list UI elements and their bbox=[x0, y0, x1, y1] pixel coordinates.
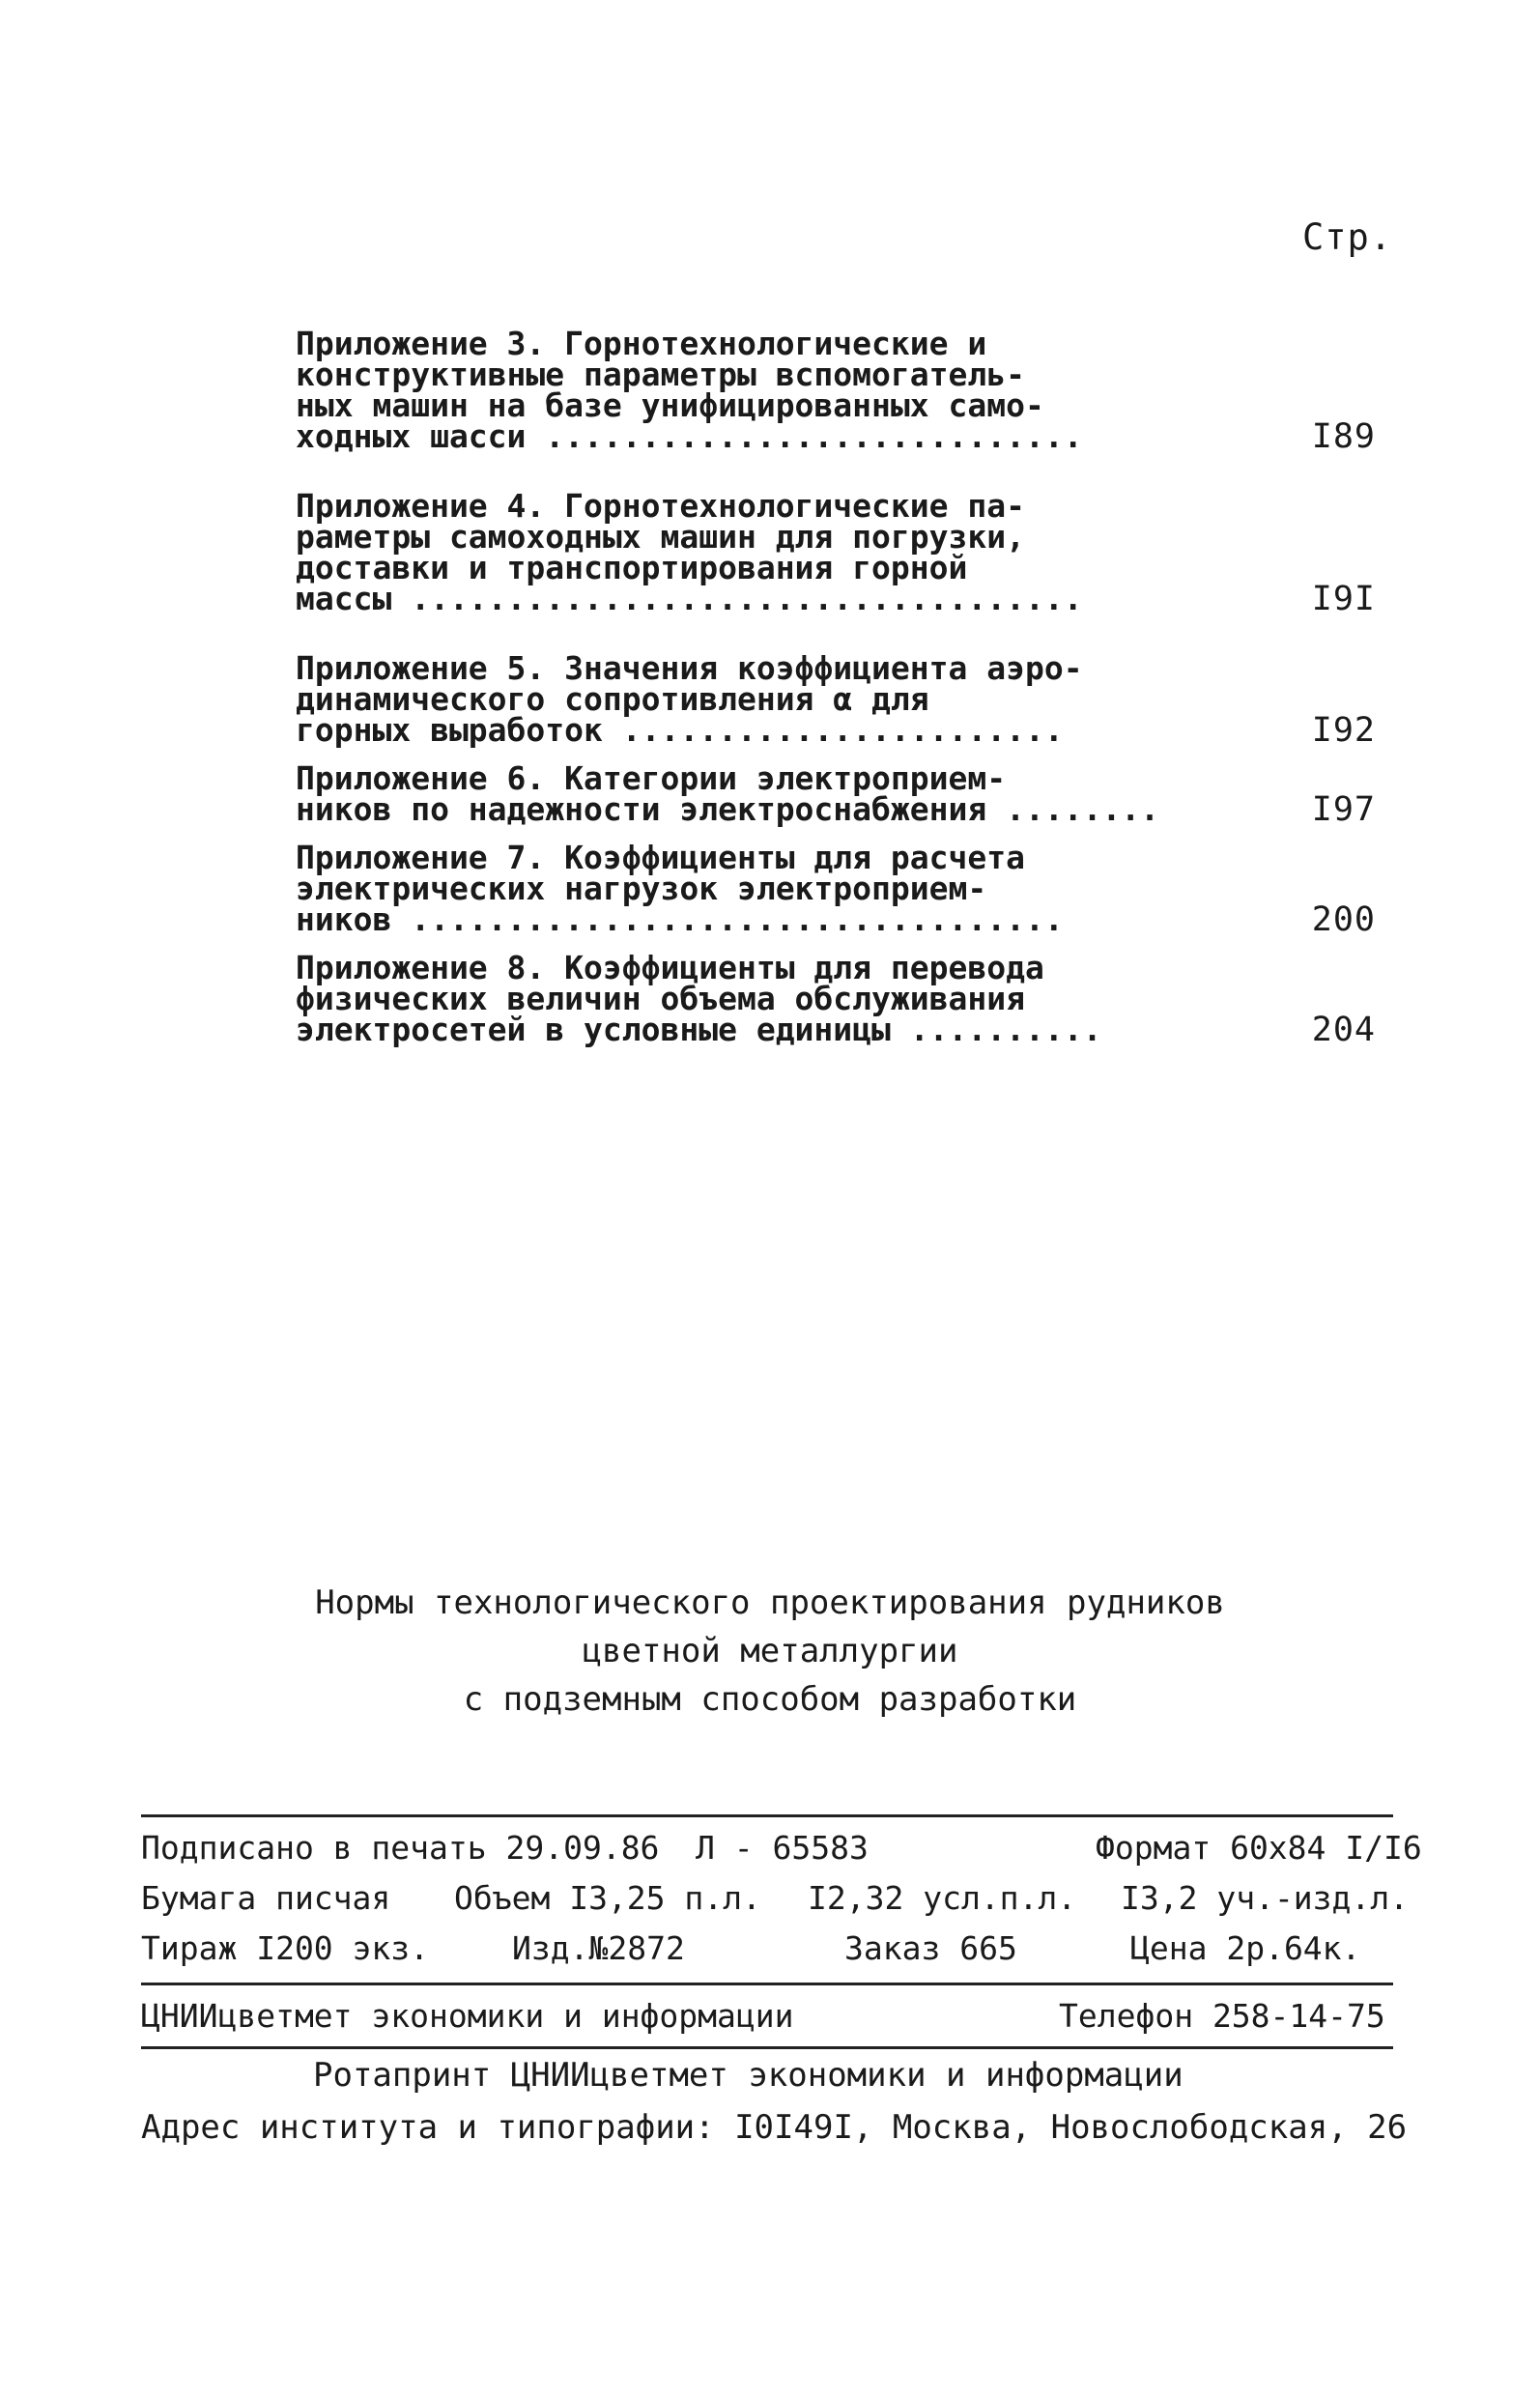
toc-entry-line: ников .................................. bbox=[296, 900, 1064, 938]
imprint-organization: ЦНИИцветмет экономики и информации bbox=[141, 1997, 794, 2035]
toc-entry-appendix-8 bbox=[296, 949, 1387, 1049]
toc-entry-line: массы ................................... bbox=[296, 580, 1083, 617]
toc-entry-line: ников по надежности электроснабжения ........ bbox=[296, 790, 1160, 828]
imprint-phone: Телефон 258-14-75 bbox=[1059, 1997, 1385, 2035]
toc-entry-appendix-5 bbox=[296, 649, 1387, 750]
imprint-paper: Бумага писчая bbox=[141, 1879, 391, 1917]
toc-page-number: I89 bbox=[1311, 417, 1376, 456]
imprint-order: Заказ 665 bbox=[844, 1929, 1017, 1967]
imprint-conventional-sheets: I2,32 усл.п.л. bbox=[808, 1879, 1077, 1917]
toc-entry-line: ходных шасси ............................ bbox=[296, 417, 1083, 455]
table-of-contents bbox=[296, 325, 1387, 1049]
toc-page-number: 200 bbox=[1311, 900, 1376, 939]
toc-page-number: 204 bbox=[1311, 1011, 1376, 1049]
title-line: Нормы технологического проектирования рудников bbox=[315, 1584, 1225, 1622]
imprint-publisher-sheets: I3,2 уч.-изд.л. bbox=[1121, 1879, 1410, 1917]
toc-entry-line: Приложение 4. Горнотехнологические па- bbox=[296, 487, 1025, 525]
toc-entry-line: Приложение 7. Коэффициенты для расчета bbox=[296, 839, 1025, 876]
page-column-label: Стр. bbox=[1302, 216, 1393, 258]
toc-entry-line: раметры самоходных машин для погрузки, bbox=[296, 518, 1025, 556]
toc-entry-line: физических величин объема обслуживания bbox=[296, 980, 1025, 1017]
imprint-top-rule bbox=[141, 1814, 1393, 1817]
title-line: цветной металлургии bbox=[582, 1632, 958, 1670]
toc-entry-line: динамического сопротивления α для bbox=[296, 680, 929, 718]
imprint-license: Л - 65583 bbox=[696, 1829, 869, 1867]
toc-entry-line: Приложение 3. Горнотехнологические и bbox=[296, 325, 987, 362]
toc-entry-appendix-7 bbox=[296, 839, 1387, 939]
printer-line: Ротапринт ЦНИИцветмет экономики и информации bbox=[313, 2056, 1184, 2095]
toc-page-number: I92 bbox=[1311, 711, 1376, 750]
document-title bbox=[0, 1579, 1540, 1724]
toc-page-number: I97 bbox=[1311, 790, 1376, 829]
imprint-print-run: Тираж I200 экз. bbox=[141, 1929, 430, 1967]
toc-entry-line: Приложение 6. Категории электроприем- bbox=[296, 759, 1007, 797]
title-line: с подземным способом разработки bbox=[463, 1680, 1077, 1719]
toc-entry-appendix-3 bbox=[296, 325, 1387, 456]
address-line: Адрес института и типографии: I0I49I, Москва, Новослободская, 26 bbox=[141, 2108, 1408, 2147]
imprint-format: Формат 60х84 I/I6 bbox=[1096, 1829, 1422, 1867]
toc-entry-line: Приложение 5. Значения коэффициента аэро- bbox=[296, 649, 1083, 687]
toc-entry-line: Приложение 8. Коэффициенты для перевода bbox=[296, 949, 1044, 986]
toc-entry-appendix-6 bbox=[296, 759, 1387, 829]
toc-entry-line: электросетей в условные единицы .......... bbox=[296, 1011, 1102, 1048]
toc-entry-line: конструктивные параметры вспомогатель- bbox=[296, 356, 1025, 393]
toc-entry-line: электрических нагрузок электроприем- bbox=[296, 870, 987, 907]
imprint-volume: Объем I3,25 п.л. bbox=[454, 1879, 761, 1917]
imprint-bottom-rule bbox=[141, 2046, 1393, 2049]
toc-entry-appendix-4 bbox=[296, 487, 1387, 618]
toc-entry-line: ных машин на базе унифицированных само- bbox=[296, 386, 1044, 424]
imprint-price: Цена 2р.64к. bbox=[1130, 1929, 1361, 1967]
toc-page-number: I9I bbox=[1311, 580, 1376, 618]
imprint-edition: Изд.№2872 bbox=[512, 1929, 685, 1967]
imprint-middle-rule bbox=[141, 1983, 1393, 1985]
imprint-signed: Подписано в печать 29.09.86 bbox=[141, 1829, 660, 1867]
toc-entry-line: горных выработок ....................... bbox=[296, 711, 1064, 749]
toc-entry-line: доставки и транспортирования горной bbox=[296, 549, 968, 586]
